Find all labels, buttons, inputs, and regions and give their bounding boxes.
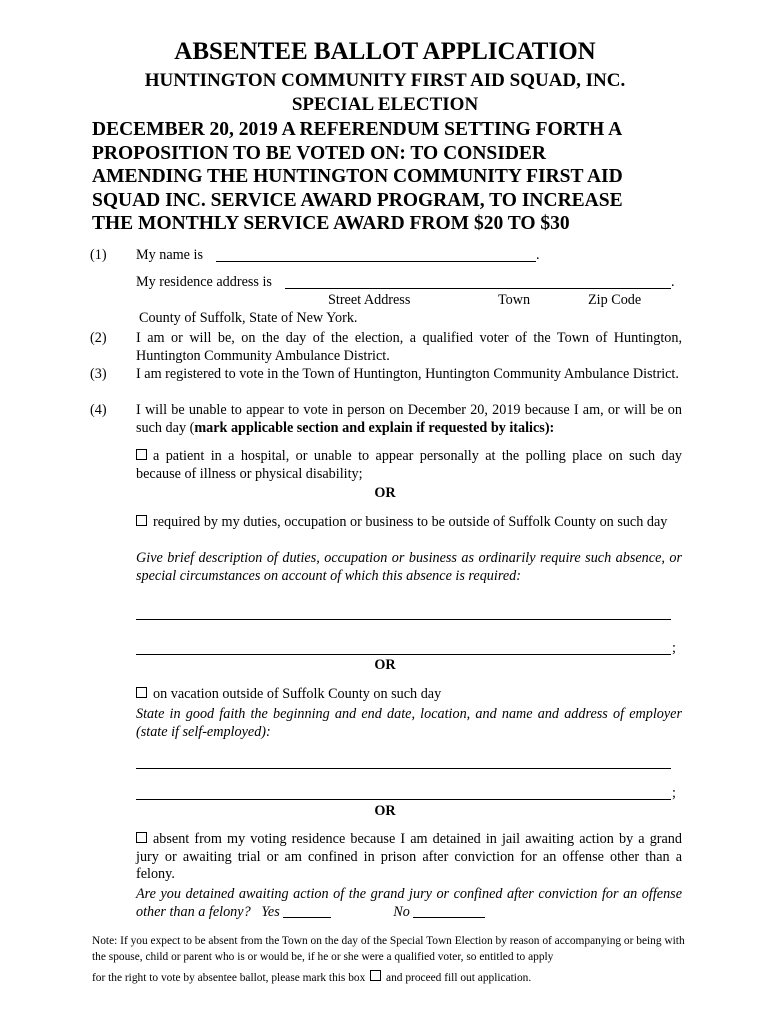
duties-explanation-line-2[interactable]	[136, 654, 671, 655]
note-before-box: for the right to vote by absentee ballot, please mark this box	[92, 972, 366, 984]
note-last-line	[92, 970, 692, 986]
qualified-voter-text: I am or will be, on the day of the election, a qualified voter of the Town of Huntington, Huntington Community Ambulance District.	[136, 330, 682, 364]
vacation-explanation-line-2[interactable]	[136, 799, 671, 800]
checkbox-jail[interactable]	[136, 832, 147, 843]
vacation-explanation-line-1[interactable]	[136, 768, 671, 769]
address-field[interactable]	[285, 288, 671, 289]
option-vacation	[136, 686, 682, 704]
semicolon: ;	[672, 785, 676, 801]
no-field[interactable]	[413, 905, 485, 918]
address-label: My residence address is	[136, 274, 272, 290]
jail-question-text: Are you detained awaiting action of the grand jury or confined after conviction for an offense other than a felony?	[136, 886, 682, 920]
or-separator: OR	[374, 803, 396, 819]
checkbox-patient[interactable]	[136, 449, 147, 460]
no-label: No	[393, 903, 410, 920]
or-separator: OR	[374, 485, 396, 501]
county-text: County of Suffolk, State of New York.	[139, 310, 358, 326]
name-field[interactable]	[216, 261, 536, 262]
street-address-caption: Street Address	[328, 292, 411, 308]
duties-instruction: Give brief description of duties, occupation or business as ordinarily require such absence, or special circumstances on account of which this absence is required:	[136, 550, 682, 584]
option-duties	[136, 514, 681, 532]
registered-text: I am registered to vote in the Town of Huntington, Huntington Community Ambulance District.	[136, 366, 679, 382]
election-type: SPECIAL ELECTION	[291, 94, 479, 115]
semicolon: ;	[672, 640, 676, 656]
section-number: (1)	[90, 247, 107, 263]
form-title: ABSENTEE BALLOT APPLICATION	[174, 38, 596, 65]
organization-name: HUNTINGTON COMMUNITY FIRST AID SQUAD, INC.	[144, 70, 626, 91]
note-text: Note: If you expect to be absent from the Town on the day of the Special Town Election by reason of accompanying or being with the spouse, child or parent who is or would be, if he or she were a qualified voter, so entitled to apply	[92, 935, 685, 963]
proposition-line: DECEMBER 20, 2019 A REFERENDUM SETTING FORTH A	[92, 119, 623, 140]
duties-explanation-line-1[interactable]	[136, 619, 671, 620]
unable-text: I will be unable to appear to vote in person on December 20, 2019 because I am, or will be on such day (	[136, 402, 682, 436]
section-number: (4)	[90, 402, 107, 418]
proposition-line: AMENDING THE HUNTINGTON COMMUNITY FIRST AID	[92, 166, 623, 187]
vacation-instruction: State in good faith the beginning and end date, location, and name and address of employer (state if self-employed):	[136, 706, 682, 740]
address-period: .	[671, 274, 675, 290]
yes-field[interactable]	[283, 905, 331, 918]
unable-to-appear-text	[136, 402, 682, 437]
note-after-box: and proceed fill out application.	[386, 972, 532, 984]
proposition-line: PROPOSITION TO BE VOTED ON: TO CONSIDER	[92, 142, 547, 164]
town-caption: Town	[498, 292, 531, 308]
section-number: (2)	[90, 330, 107, 346]
checkbox-accompanying[interactable]	[370, 970, 381, 981]
name-period: .	[536, 247, 540, 263]
yes-label: Yes	[261, 903, 280, 920]
jail-text: absent from my voting residence because I am detained in jail awaiting action by a grand jury or awaiting trial or am confined in prison after conviction for an offense other than a felony.	[136, 831, 682, 882]
proposition-line: THE MONTHLY SERVICE AWARD FROM $20 TO $30	[92, 213, 570, 234]
option-patient	[136, 448, 682, 483]
section-number: (3)	[90, 366, 107, 382]
instruction-bold: mark applicable section and explain if requested by italics):	[194, 419, 555, 436]
patient-text: a patient in a hospital, or unable to appear personally at the polling place on such day because of illness or physical disability;	[136, 448, 682, 482]
duties-text: required by my duties, occupation or business to be outside of Suffolk County on such day	[153, 514, 668, 530]
vacation-text: on vacation outside of Suffolk County on such day	[153, 686, 442, 702]
proposition-line: SQUAD INC. SERVICE AWARD PROGRAM, TO INCREASE	[92, 189, 623, 211]
zip-code-caption: Zip Code	[588, 292, 642, 308]
name-label: My name is	[136, 247, 203, 263]
checkbox-vacation[interactable]	[136, 687, 147, 698]
or-separator: OR	[374, 657, 396, 673]
option-jail	[136, 831, 682, 884]
checkbox-duties[interactable]	[136, 515, 147, 526]
jail-question	[136, 886, 682, 921]
